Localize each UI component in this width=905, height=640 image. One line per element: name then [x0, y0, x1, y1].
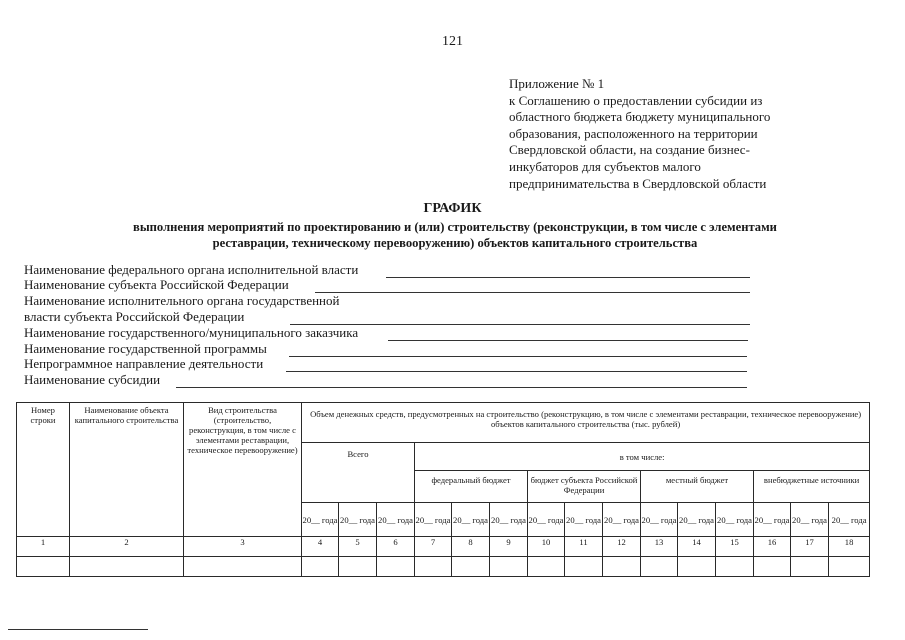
field-federal-body: Наименование федерального органа исполнительной власти [24, 262, 359, 277]
column-number: 18 [829, 537, 870, 557]
fill-line-non-program [286, 371, 747, 372]
column-number: 2 [70, 537, 184, 557]
year-header: 20__ года [641, 503, 678, 537]
field-subject: Наименование субъекта Российской Федерации [24, 277, 289, 292]
table-cell [377, 557, 415, 577]
column-number: 3 [184, 537, 302, 557]
appendix-line: к Соглашению о предоставлении субсидии из [509, 92, 763, 108]
year-header: 20__ года [339, 503, 377, 537]
header-object-name: Наименование объекта капитального строительства [70, 403, 184, 537]
year-header: 20__ года [302, 503, 339, 537]
document-title: ГРАФИК [423, 201, 482, 216]
fill-line-subsidy [176, 387, 747, 388]
column-number: 15 [716, 537, 754, 557]
fill-line-federal-body [386, 277, 750, 278]
appendix-block [509, 76, 809, 192]
table-cell [829, 557, 870, 577]
year-header: 20__ года [603, 503, 641, 537]
column-number: 7 [415, 537, 452, 557]
field-executive-body-1: Наименование исполнительного органа государственной [24, 293, 340, 308]
column-number: 14 [678, 537, 716, 557]
column-number: 12 [603, 537, 641, 557]
header-federal-budget: федеральный бюджет [415, 471, 528, 503]
subtitle-line-2: реставрации, техническому перевооружению) объектов капитального строительства [212, 236, 698, 250]
table-cell [490, 557, 528, 577]
field-subsidy: Наименование субсидии [24, 372, 161, 387]
table-cell [70, 557, 184, 577]
header-subject-budget: бюджет субъекта Российской Федерации [528, 471, 641, 503]
year-header: 20__ года [452, 503, 490, 537]
table-cell [754, 557, 791, 577]
year-header: 20__ года [754, 503, 791, 537]
year-header: 20__ года [377, 503, 415, 537]
year-header: 20__ года [716, 503, 754, 537]
header-total: Всего [302, 443, 415, 503]
fill-line-customer [388, 340, 748, 341]
table-cell [791, 557, 829, 577]
table-cell [415, 557, 452, 577]
header-including: в том числе: [415, 443, 870, 471]
header-row-number: Номер строки [17, 403, 70, 537]
appendix-line: образования, расположенного на территории [509, 125, 758, 141]
year-header: 20__ года [490, 503, 528, 537]
fill-line-program [289, 356, 747, 357]
field-non-program: Непрограммное направление деятельности [24, 356, 264, 371]
column-number: 16 [754, 537, 791, 557]
year-header: 20__ года [678, 503, 716, 537]
field-program: Наименование государственной программы [24, 341, 267, 356]
table-cell [184, 557, 302, 577]
header-extra-budget: внебюджетные источники [754, 471, 870, 503]
year-header: 20__ года [791, 503, 829, 537]
fill-line-subject [315, 292, 750, 293]
table-row [17, 557, 870, 577]
column-number: 10 [528, 537, 565, 557]
table-cell [716, 557, 754, 577]
header-construction-type: Вид строительства (строительство, реконструкция, в том числе с элементами реставрации, техническое перевооружение) [184, 403, 302, 537]
table-cell [678, 557, 716, 577]
table-cell [565, 557, 603, 577]
table-cell [641, 557, 678, 577]
header-local-budget: местный бюджет [641, 471, 754, 503]
column-number: 17 [791, 537, 829, 557]
column-number: 11 [565, 537, 603, 557]
column-number-row [17, 537, 870, 557]
document-subtitle [40, 219, 870, 251]
column-number: 1 [17, 537, 70, 557]
column-number: 5 [339, 537, 377, 557]
appendix-line: предпринимательства в Свердловской области [509, 175, 767, 191]
appendix-line: областного бюджета бюджету муниципального [509, 109, 771, 125]
subtitle-line-1: выполнения мероприятий по проектированию и (или) строительству (реконструкции, в том числе с элементами [133, 220, 777, 234]
table-cell [452, 557, 490, 577]
page-number: 121 [442, 34, 463, 49]
year-header: 20__ года [415, 503, 452, 537]
appendix-line: инкубаторов для субъектов малого [509, 158, 701, 174]
header-funding: Объем денежных средств, предусмотренных на строительство (реконструкцию, в том числе с элементами реставрации, техническое перевооружение) объектов капитального строительства (тыс. рублей) [302, 403, 870, 443]
table-cell [339, 557, 377, 577]
footnote-divider [8, 629, 148, 630]
table-cell [17, 557, 70, 577]
year-header: 20__ года [565, 503, 603, 537]
appendix-line: Приложение № 1 [509, 76, 605, 91]
column-number: 9 [490, 537, 528, 557]
year-header: 20__ года [528, 503, 565, 537]
table-cell [528, 557, 565, 577]
column-number: 6 [377, 537, 415, 557]
column-number: 4 [302, 537, 339, 557]
table-cell [302, 557, 339, 577]
field-customer: Наименование государственного/муниципального заказчика [24, 325, 359, 340]
column-number: 13 [641, 537, 678, 557]
schedule-table [16, 402, 870, 577]
appendix-line: Свердловской области, на создание бизнес- [509, 142, 750, 158]
column-number: 8 [452, 537, 490, 557]
fill-line-executive-body [290, 324, 750, 325]
table-cell [603, 557, 641, 577]
year-header: 20__ года [829, 503, 870, 537]
field-executive-body-2: власти субъекта Российской Федерации [24, 309, 245, 324]
